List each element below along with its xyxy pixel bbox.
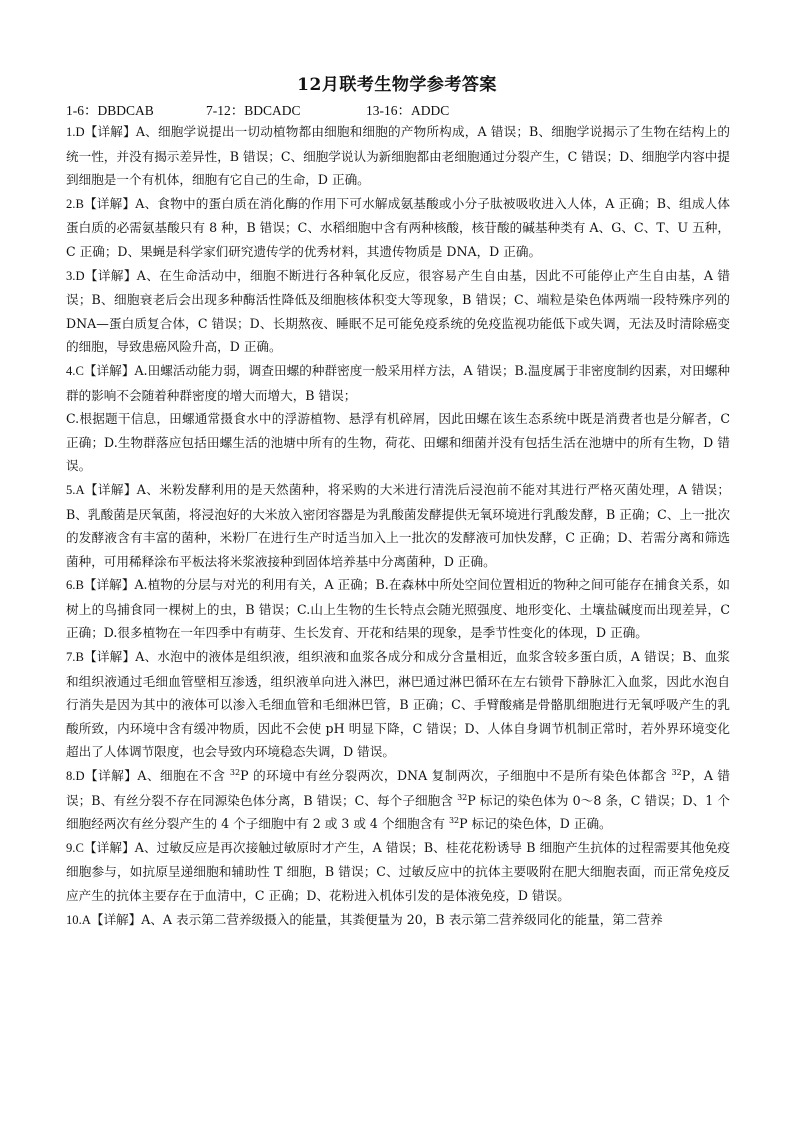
explanation-item: 5.A【详解】A、米粉发酵利用的是天然菌种，将采购的大米进行清洗后浸泡前不能对其进行严格灭菌处理，A 错误；B、乳酸菌是厌氧菌，将浸泡好的大米放入密闭容器是为乳酸菌发酵提供无氧环境进行乳酸发酵，B 正确；C、上一批次的发酵液含有丰富的菌种，米粉厂在进行生产时适当加入上一批次的发酵液可加快发酵，C 正确；D、若需分离和筛选菌种，可用稀释涂布平板法将米浆液接种到固体培养基中分离菌种，D 正确。 xyxy=(66,481,730,569)
explanations xyxy=(66,120,730,932)
answer-group-3: 13-16：ADDC xyxy=(366,103,450,118)
page-title: 12月联考生物学参考答案 xyxy=(297,75,497,95)
explanation-item: 6.B【详解】A.植物的分层与对光的利用有关，A 正确；B.在森林中所处空间位置相近的物种之间可能存在捕食关系，如树上的鸟捕食同一棵树上的虫，B 错误；C.山上生物的生长特点会随光照强度、地形变化、土壤盐碱度而出现差异，C 正确；D.很多植物在一年四季中有萌芽、生长发育、开花和结果的现象，是季节性变化的体现，D 正确。 xyxy=(66,577,730,641)
answer-key xyxy=(66,99,736,119)
explanation-item: 4.C【详解】A.田螺活动能力弱，调查田螺的种群密度一般采用样方法，A 错误；B.温度属于非密度制约因素，对田螺种群的影响不会随着种群密度的增大而增大，B 错误； xyxy=(66,362,730,403)
answer-group-2: 7-12：BDCADC xyxy=(206,103,301,118)
explanation-item: 3.D【详解】A、在生命活动中，细胞不断进行各种氧化反应，很容易产生自由基，因此不可能停止产生自由基，A 错误；B、细胞衰老后会出现多种酶活性降低及细胞核体积变大等现象，B 错误；C、端粒是染色体两端一段特殊序列的 DNA—蛋白质复合体，C 错误；D、长期熬夜、睡眠不足可能免疫系统的免疫监视功能低下或失调，无法及时清除癌变的细胞，导致患癌风险升高，D 正确。 xyxy=(66,267,730,355)
explanation-item: 1.D【详解】A、细胞学说提出一切动植物都由细胞和细胞的产物所构成，A 错误；B、细胞学说揭示了生物在结构上的统一性，并没有揭示差异性，B 错误；C、细胞学说认为新细胞都由老细胞通过分裂产生，C 错误；D、细胞学内容中提到细胞是一个有机体，细胞有它自己的生命，D 正确。 xyxy=(66,124,730,188)
explanation-item-continued: C.根据题干信息，田螺通常摄食水中的浮游植物、悬浮有机碎屑，因此田螺在该生态系统中既是消费者也是分解者，C 正确；D.生物群落应包括田螺生活的池塘中所有的生物，荷花、田螺和细菌并没有包括生活在池塘中的所有生物，D 错误。 xyxy=(66,411,730,474)
explanation-item: 7.B【详解】A、水泡中的液体是组织液，组织液和血浆各成分和成分含量相近，血浆含较多蛋白质，A 错误；B、血浆和组织液通过毛细血管壁相互渗透，组织液单向进入淋巴，淋巴通过淋巴循环在左右锁骨下静脉汇入血浆，因此水泡自行消失是因为其中的液体可以渗入毛细血管和毛细淋巴管，B 正确；C、手臂酸痛是骨骼肌细胞进行无氧呼吸产生的乳酸所致，内环境中含有缓冲物质，因此不会使 pH 明显下降，C 错误；D、人体自身调节机制正常时，若外界环境变化超出了人体调节限度，也会导致内环境稳态失调，D 错误。 xyxy=(66,649,731,760)
explanation-item: 8.D【详解】A、细胞在不含 $^{32}$P 的环境中有丝分裂两次，DNA 复制两次，子细胞中不是所有染色体都含 $^{32}$P，A 错误；B、有丝分裂不存在同源染色体分离，B 错误；C、每个子细胞含 $^{32}$P 标记的染色体为 0～8 条，C 错误；D、1 个细胞经两次有丝分裂产生的 4 个子细胞中有 2 或 3 或 4 个细胞含有 $^{32}$P 标记的染色体，D 正确。 xyxy=(66,767,730,832)
answer-group-1: 1-6：DBDCAB xyxy=(66,103,154,118)
explanation-item: 10.A【详解】A、A 表示第二营养级摄入的能量，其粪便量为 20，B 表示第二营养级同化的能量，第二营养 xyxy=(66,911,663,927)
explanation-item: 9.C【详解】A、过敏反应是再次接触过敏原时才产生，A 错误；B、桂花花粉诱导 B 细胞产生抗体的过程需要其他免疫细胞参与，如抗原呈递细胞和辅助性 T 细胞，B 错误；C、过敏反应中的抗体主要吸附在肥大细胞表面，而正常免疫反应产生的抗体主要存在于血清中，C 正确；D、花粉进入机体引发的是体液免疫，D 错误。 xyxy=(66,839,730,903)
explanation-item: 2.B【详解】A、食物中的蛋白质在消化酶的作用下可水解成氨基酸或小分子肽被吸收进入人体，A 正确；B、组成人体蛋白质的必需氨基酸只有 8 种，B 错误；C、水稻细胞中含有两种核酸，核苷酸的碱基种类有 A、G、C、T、U 五种，C 正确；D、果蝇是科学家们研究遗传学的优秀材料，其遗传物质是 DNA，D 正确。 xyxy=(66,195,731,259)
